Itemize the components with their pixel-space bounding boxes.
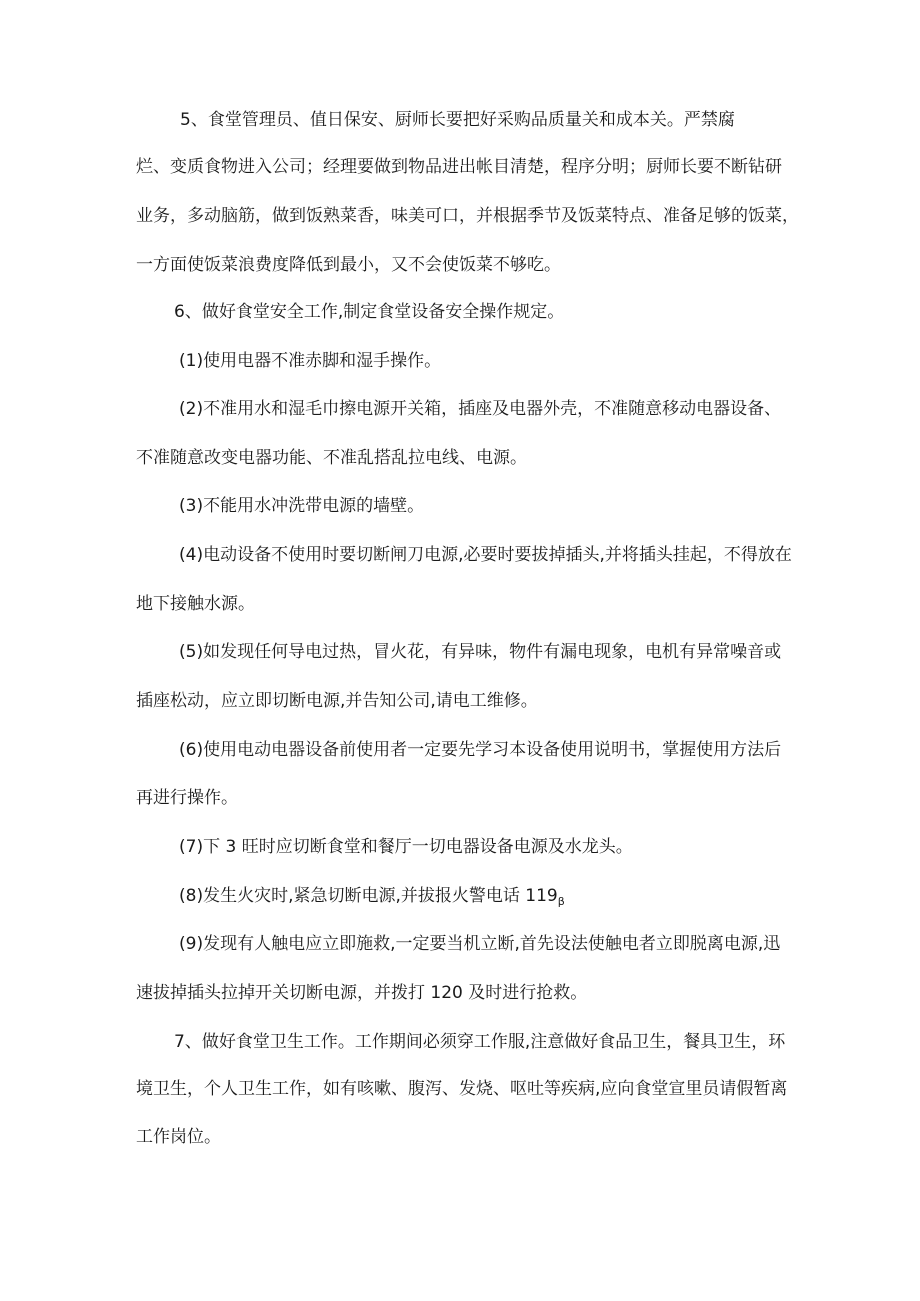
text-line-12: (5)如发现任何导电过热，冒火花，有异味，物件有漏电现象，电机有异常噪音或 [179, 642, 782, 662]
text-line-21: 境卫生，个人卫生工作，如有咳嗽、腹泻、发烧、呕吐等疾病,应向食堂宣里员请假暂离 [136, 1079, 788, 1099]
text-line-13: 插座松动，应立即切断电源,并告知公司,请电工维修。 [136, 691, 538, 711]
text-line-17 [179, 884, 565, 908]
text-line-15: 再进行操作。 [136, 788, 238, 808]
text-line-18: (9)发现有人触电应立即施救,一定要当机立断,首先设法使触电者立即脱离电源,迅 [179, 934, 781, 954]
text-line-22: 工作岗位。 [136, 1127, 221, 1147]
text-line-17-main: (8)发生火灾时,紧急切断电源,并拔报火警电话 119 [179, 886, 558, 906]
text-line-9: (3)不能用水冲洗带电源的墙壁。 [179, 496, 425, 516]
text-line-5: 6、做好食堂安全工作,制定食堂设备安全操作规定。 [174, 302, 565, 322]
text-line-10: (4)电动设备不使用时要切断闸刀电源,必要时要拔掉插头,并将插头挂起，不得放在 [179, 545, 792, 565]
text-line-7: (2)不准用水和湿毛巾擦电源开关箱，插座及电器外壳，不准随意移动电器设备、 [179, 399, 782, 419]
text-line-16: (7)下 3 旺时应切断食堂和餐厅一切电器设备电源及水龙头。 [179, 837, 633, 857]
text-line-4: 一方面使饭菜浪费度降低到最小，又不会使饭菜不够吃。 [136, 255, 561, 275]
text-line-20: 7、做好食堂卫生工作。工作期间必须穿工作服,注意做好食品卫生，餐具卫生，环 [174, 1032, 786, 1052]
text-line-17-suffix: β [557, 895, 565, 908]
text-line-19: 速拔掉插头拉掉开关切断电源，并拨打 120 及时进行抢救。 [136, 983, 588, 1003]
text-line-14: (6)使用电动电器设备前使用者一定要先学习本设备使用说明书，掌握使用方法后 [179, 740, 782, 760]
text-line-8: 不准随意改变电器功能、不准乱搭乱拉电线、电源。 [136, 448, 527, 468]
text-line-11: 地下接触水源。 [136, 594, 255, 614]
text-line-2: 烂、变质食物进入公司；经理要做到物品进出帐目清楚，程序分明；厨师长要不断钻研 [136, 157, 782, 177]
text-line-6: (1)使用电器不准赤脚和湿手操作。 [179, 351, 442, 371]
text-line-1: 5、食堂管理员、值日保安、厨师长要把好采购品质量关和成本关。严禁腐 [180, 110, 735, 130]
text-line-3: 业务，多动脑筋，做到饭熟菜香，味美可口，并根据季节及饭菜特点、准备足够的饭菜， [136, 206, 799, 226]
